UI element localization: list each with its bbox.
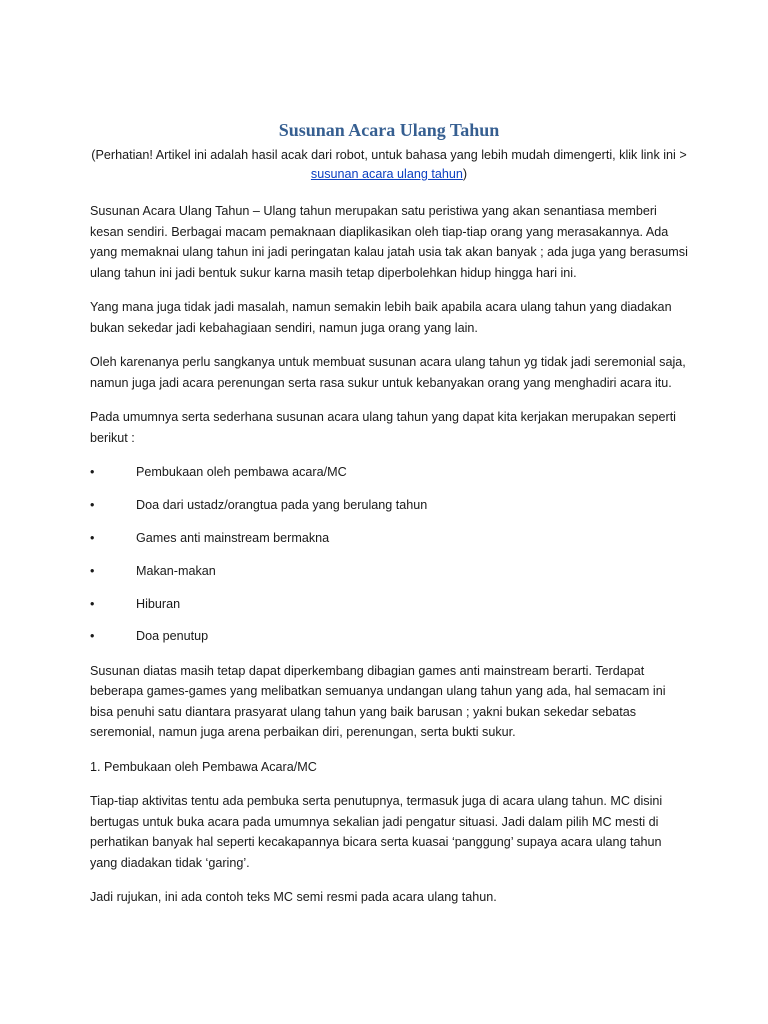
list-item	[90, 495, 688, 516]
list-item-text: Makan-makan	[136, 563, 216, 578]
body-paragraph: Oleh karenanya perlu sangkanya untuk membuat susunan acara ulang tahun yg tidak jadi seremonial saja, namun juga jadi acara perenungan serta rasa sukur untuk kebanyakan orang yang menghadiri acara itu.	[90, 355, 686, 390]
robot-notice	[90, 146, 688, 184]
bullet-icon: •	[90, 596, 95, 611]
notice-suffix: )	[462, 167, 468, 181]
intro-paragraph: Susunan Acara Ulang Tahun – Ulang tahun merupakan satu peristiwa yang akan senantiasa memberi kesan sendiri. Berbagai macam pemaknaan diaplikasikan oleh tiap-tiap orang yang merasakannya. Ada yang memaknai ulang tahun ini jadi peringatan kalau jatah usia tak akan banyak ; ada juga yang berasumsi ulang tahun ini jadi bentuk sukur karna masih tetap diperbolehkan hidup hingga hari ini.	[90, 204, 688, 280]
notice-link[interactable]: susunan acara ulang tahun	[310, 167, 463, 181]
bullet-icon: •	[90, 465, 95, 479]
list-item	[90, 594, 688, 615]
list-item-text: Hiburan	[136, 596, 181, 611]
bullet-icon: •	[90, 629, 95, 644]
body-paragraph: Yang mana juga tidak jadi masalah, namun semakin lebih baik apabila acara ulang tahun yang diadakan bukan sekedar jadi kebahagiaan sendiri, namun juga orang yang lain.	[90, 300, 672, 335]
agenda-list	[90, 462, 688, 647]
notice-prefix: (Perhatian! Artikel ini adalah hasil acak dari robot, untuk bahasa yang lebih mudah dimengerti, klik link ini >	[91, 148, 687, 162]
document-page	[90, 118, 688, 922]
body-paragraph: Jadi rujukan, ini ada contoh teks MC semi resmi pada acara ulang tahun.	[90, 890, 497, 905]
list-item-text: Games anti mainstream bermakna	[136, 530, 330, 545]
body-paragraph: Pada umumnya serta sederhana susunan acara ulang tahun yang dapat kita kerjakan merupakan seperti berikut :	[90, 410, 676, 445]
bullet-icon: •	[90, 497, 95, 512]
list-item	[90, 626, 688, 647]
bullet-icon: •	[90, 530, 95, 545]
list-item-text: Pembukaan oleh pembawa acara/MC	[136, 465, 347, 479]
list-item	[90, 561, 688, 582]
section-heading: 1. Pembukaan oleh Pembawa Acara/MC	[90, 759, 317, 774]
list-item-text: Doa dari ustadz/orangtua pada yang berulang tahun	[136, 497, 428, 512]
list-item	[90, 462, 688, 483]
body-paragraph: Susunan diatas masih tetap dapat diperkembang dibagian games anti mainstream berarti. Terdapat beberapa games-games yang melibatkan semuanya undangan ulang tahun yang ada, hal semacam ini bisa penuhi satu diantara prasyarat ulang tahun yang baik barusan ; yakni bukan sekedar sebatas seremonial, namun juga arena perbaikan diri, perenungan, serta bukti sukur.	[90, 663, 666, 740]
bullet-icon: •	[90, 563, 95, 578]
list-item-text: Doa penutup	[136, 629, 209, 644]
document-title: Susunan Acara Ulang Tahun	[278, 120, 500, 140]
body-paragraph: Tiap-tiap aktivitas tentu ada pembuka serta penutupnya, termasuk juga di acara ulang tahun. MC disini bertugas untuk buka acara pada umumnya sekalian jadi pengatur situasi. Jadi dalam pilih MC mesti di perhatikan banyak hal seperti kecakapannya bicara serta kuasai ‘panggung’ supaya acara ulang tahun yang diadakan tidak ‘garing’.	[90, 794, 663, 870]
list-item	[90, 528, 688, 549]
